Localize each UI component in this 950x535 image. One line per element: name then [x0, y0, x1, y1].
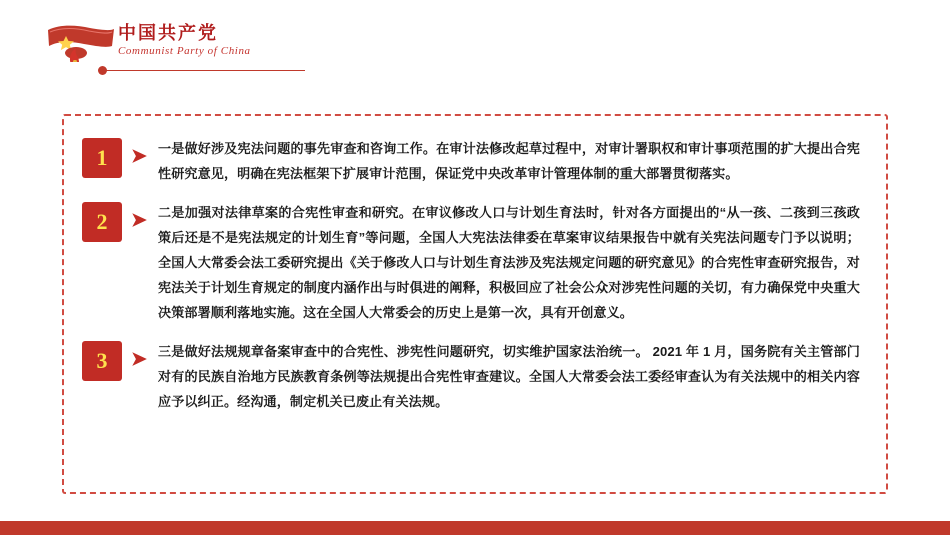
chevron-right-icon: ➤ [131, 146, 147, 167]
item-number-badge: 3 [82, 341, 122, 381]
cpc-flag-torch-icon [46, 18, 118, 70]
content-frame [62, 114, 888, 494]
brand-text [118, 22, 251, 58]
list-item [82, 339, 860, 414]
item-paragraph: 一是做好涉及宪法问题的事先审查和咨询工作。在审计法修改起草过程中，对审计署职权和审计事项范围的扩大提出合宪性研究意见，明确在宪法框架下扩展审计范围，保证党中央改革审计管理体制的重大部署贯彻落实。 [158, 141, 860, 181]
item-paragraph: 二是加强对法律草案的合宪性审查和研究。在审议修改人口与计划生育法时，针对各方面提出的“从一孩、二孩到三孩政策后还是不是宪法规定的计划生育”等问题，全国人大宪法法律委在草案审议结果报告中就有关宪法问题专门予以说明；全国人大常委会法工委研究提出《关于修改人口与计划生育法涉及宪法规定问题的研究意见》的合宪性审查研究报告，对宪法关于计划生育规定的制度内涵作出与时俱进的阐释，积极回应了社会公众对涉宪性问题的关切，有力确保党中央重大决策部署顺利落地实施。这在全国人大常委会的历史上是第一次，具有开创意义。 [158, 205, 860, 320]
header-divider [105, 70, 305, 71]
chevron-right-icon: ➤ [131, 210, 147, 231]
footer-bar [0, 521, 950, 535]
chevron-right-icon: ➤ [131, 349, 147, 370]
item-paragraph: 三是做好法规规章备案审查中的合宪性、涉宪性问题研究，切实维护国家法治统一。 2021 年 1 月，国务院有关主管部门对有的民族自治地方民族教育条例等法规提出合宪性审查建议。全国人大常委会法工委经审查认为有关法规中的相关内容应予以纠正。经沟通，制定机关已废止有关法规。 [158, 344, 860, 409]
numbered-list [64, 116, 886, 428]
list-item [82, 136, 860, 186]
list-item [82, 200, 860, 325]
header-divider-dot [98, 66, 107, 75]
item-number-badge: 2 [82, 202, 122, 242]
brand-subtitle: Communist Party of China [118, 45, 251, 57]
brand-title: 中国共产党 [118, 23, 218, 43]
item-number-badge: 1 [82, 138, 122, 178]
page-header [0, 0, 950, 86]
